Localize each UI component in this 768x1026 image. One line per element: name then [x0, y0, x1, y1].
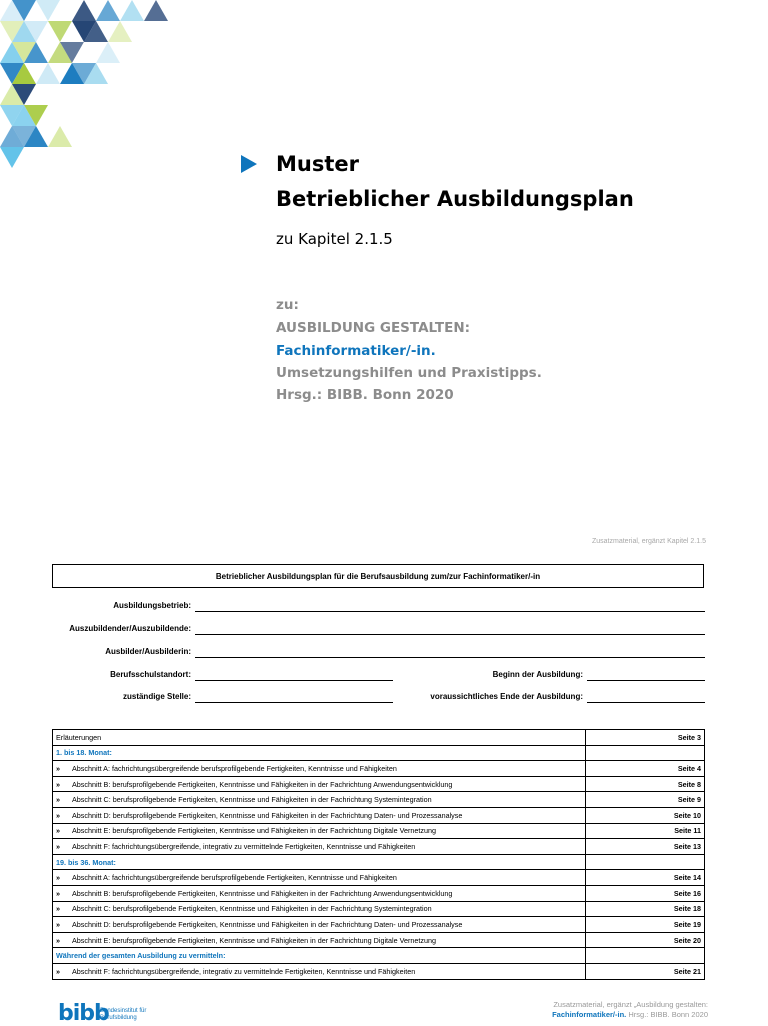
toc-entry-page: Seite 8 [586, 776, 705, 792]
toc-row [53, 932, 705, 948]
toc-entry [53, 917, 586, 933]
toc-entry [53, 807, 586, 823]
toc-entry-text: Abschnitt A: fachrichtungsübergreifende berufsprofilgebende Fertigkeiten, Kenntnisse und Fähigkeiten [72, 763, 397, 773]
toc-entry-text: Abschnitt D: berufsprofilgebende Fertigkeiten, Kenntnisse und Fähigkeiten in der Fachrichtung Daten- und Prozessanalyse [72, 810, 463, 820]
table-of-contents [52, 729, 705, 980]
decorative-triangle [48, 21, 72, 42]
toc-entry-text: Abschnitt B: berufsprofilgebende Fertigkeiten, Kenntnisse und Fähigkeiten in der Fachrichtung Anwendungsentwicklung [72, 888, 453, 898]
bibb-logo [58, 1001, 147, 1026]
toc-entry-page: Seite 20 [586, 932, 705, 948]
toc-period-header [53, 745, 705, 761]
toc-row [53, 870, 705, 886]
toc-row [53, 776, 705, 792]
toc-entry-text: Abschnitt C: berufsprofilgebende Fertigkeiten, Kenntnisse und Fähigkeiten in der Fachrichtung Systemintegration [72, 795, 432, 805]
end-field[interactable] [587, 702, 705, 703]
toc-empty-cell [586, 948, 705, 964]
school-label: Berufsschulstandort: [110, 670, 191, 679]
bullet-icon: » [56, 919, 60, 929]
bullet-icon: » [56, 873, 60, 883]
toc-row [53, 823, 705, 839]
toc-entry-text: Abschnitt F: fachrichtungsübergreifende, integrativ zu vermittelnde Fertigkeiten, Kenntnisse und Fähigkeiten [72, 966, 416, 976]
document-title-line1: Muster [276, 152, 359, 176]
source-profession: Fachinformatiker/-in. [276, 343, 436, 359]
decorative-triangle [48, 126, 72, 147]
bullet-icon: » [56, 795, 60, 805]
toc-entry-page: Seite 21 [586, 963, 705, 979]
toc-row [53, 901, 705, 917]
decorative-triangle [84, 84, 108, 105]
toc-row [53, 761, 705, 777]
toc-period2-label: 19. bis 36. Monat: [53, 854, 586, 870]
decorative-triangle [0, 147, 24, 168]
document-title-line2: Betrieblicher Ausbildungsplan [276, 187, 634, 211]
bullet-icon: » [56, 841, 60, 851]
toc-row [53, 885, 705, 901]
toc-empty-cell [586, 854, 705, 870]
bullet-icon: » [56, 810, 60, 820]
toc-entry [53, 761, 586, 777]
toc-row [53, 917, 705, 933]
toc-period-header [53, 854, 705, 870]
decorative-triangle [108, 21, 132, 42]
bullet-icon: » [56, 763, 60, 773]
bullet-icon: » [56, 935, 60, 945]
bullet-icon: » [56, 779, 60, 789]
toc-row [53, 839, 705, 855]
toc-entry-page: Seite 13 [586, 839, 705, 855]
toc-entry-text: Abschnitt F: fachrichtungsübergreifende, integrativ zu vermittelnde Fertigkeiten, Kenntnisse und Fähigkeiten [72, 841, 416, 851]
toc-entry-text: Abschnitt A: fachrichtungsübergreifende berufsprofilgebende Fertigkeiten, Kenntnisse und Fähigkeiten [72, 873, 397, 883]
bibb-logo-text: Bundesinstitut für Berufsbildung [100, 1008, 147, 1021]
toc-explanations-page: Seite 3 [586, 730, 705, 746]
end-label: voraussichtliches Ende der Ausbildung: [430, 692, 583, 701]
bullet-icon: » [56, 888, 60, 898]
footer-line2 [552, 1010, 708, 1020]
trainee-label: Auszubildender/Auszubildende: [69, 624, 191, 633]
toc-entry-text: Abschnitt D: berufsprofilgebende Fertigkeiten, Kenntnisse und Fähigkeiten in der Fachrichtung Daten- und Prozessanalyse [72, 919, 463, 929]
play-arrow-icon [241, 155, 257, 173]
toc-entry-page: Seite 18 [586, 901, 705, 917]
document-subtitle: zu Kapitel 2.1.5 [276, 230, 393, 248]
toc-row-explanations [53, 730, 705, 746]
toc-entry [53, 870, 586, 886]
trainee-field[interactable] [195, 634, 705, 635]
toc-entry-page: Seite 9 [586, 792, 705, 808]
company-field[interactable] [195, 611, 705, 612]
toc-entry-page: Seite 19 [586, 917, 705, 933]
toc-entry-page: Seite 10 [586, 807, 705, 823]
toc-entry [53, 963, 586, 979]
source-label: zu: [276, 297, 299, 313]
toc-entry-page: Seite 11 [586, 823, 705, 839]
toc-entry [53, 885, 586, 901]
footer-line1: Zusatzmaterial, ergänzt „Ausbildung gestalten: [553, 1000, 708, 1009]
source-series: AUSBILDUNG GESTALTEN: [276, 320, 471, 336]
start-field[interactable] [587, 680, 705, 681]
toc-period1-label: 1. bis 18. Monat: [53, 745, 586, 761]
toc-explanations-label: Erläuterungen [53, 730, 586, 746]
company-label: Ausbildungsbetrieb: [113, 601, 191, 610]
toc-entry-text: Abschnitt B: berufsprofilgebende Fertigkeiten, Kenntnisse und Fähigkeiten in der Fachrichtung Anwendungsentwicklung [72, 779, 453, 789]
bullet-icon: » [56, 904, 60, 914]
toc-entry [53, 932, 586, 948]
plan-title-box: Betrieblicher Ausbildungsplan für die Berufsausbildung zum/zur Fachinformatiker/-in [52, 564, 704, 588]
decorative-triangle [120, 0, 144, 21]
bullet-icon: » [56, 826, 60, 836]
bullet-icon: » [56, 966, 60, 976]
start-label: Beginn der Ausbildung: [492, 670, 583, 679]
toc-entry-page: Seite 14 [586, 870, 705, 886]
footer-profession: Fachinformatiker/-in. [552, 1010, 627, 1019]
decorative-triangle [72, 0, 96, 21]
toc-entry-text: Abschnitt E: berufsprofilgebende Fertigkeiten, Kenntnisse und Fähigkeiten in der Fachrichtung Digitale Vernetzung [72, 826, 436, 836]
school-field[interactable] [195, 680, 393, 681]
decorative-triangle-pattern [0, 0, 300, 170]
decorative-triangle [144, 0, 168, 21]
authority-field[interactable] [195, 702, 393, 703]
toc-entry-page: Seite 16 [586, 885, 705, 901]
decorative-triangle [96, 0, 120, 21]
toc-row [53, 963, 705, 979]
source-description: Umsetzungshilfen und Praxistipps. [276, 365, 542, 381]
toc-entry [53, 792, 586, 808]
trainer-field[interactable] [195, 657, 705, 658]
toc-row [53, 792, 705, 808]
decorative-triangle [36, 63, 60, 84]
source-publisher: Hrsg.: BIBB. Bonn 2020 [276, 387, 454, 403]
toc-entry [53, 839, 586, 855]
footer-citation [552, 1000, 708, 1020]
toc-entry-page: Seite 4 [586, 761, 705, 777]
side-note: Zusatzmaterial, ergänzt Kapitel 2.1.5 [591, 538, 706, 545]
footer-publisher: Hrsg.: BIBB. Bonn 2020 [628, 1010, 708, 1019]
toc-entry-text: Abschnitt E: berufsprofilgebende Fertigkeiten, Kenntnisse und Fähigkeiten in der Fachrichtung Digitale Vernetzung [72, 935, 436, 945]
toc-entry [53, 823, 586, 839]
toc-period-header [53, 948, 705, 964]
toc-entry [53, 776, 586, 792]
bibb-logo-mark: bibb [58, 1001, 109, 1026]
toc-entry [53, 901, 586, 917]
toc-entry-text: Abschnitt C: berufsprofilgebende Fertigkeiten, Kenntnisse und Fähigkeiten in der Fachrichtung Systemintegration [72, 904, 432, 914]
trainer-label: Ausbilder/Ausbilderin: [105, 647, 191, 656]
toc-empty-cell [586, 745, 705, 761]
toc-period3-label: Während der gesamten Ausbildung zu vermitteln: [53, 948, 586, 964]
toc-row [53, 807, 705, 823]
authority-label: zuständige Stelle: [122, 692, 191, 701]
